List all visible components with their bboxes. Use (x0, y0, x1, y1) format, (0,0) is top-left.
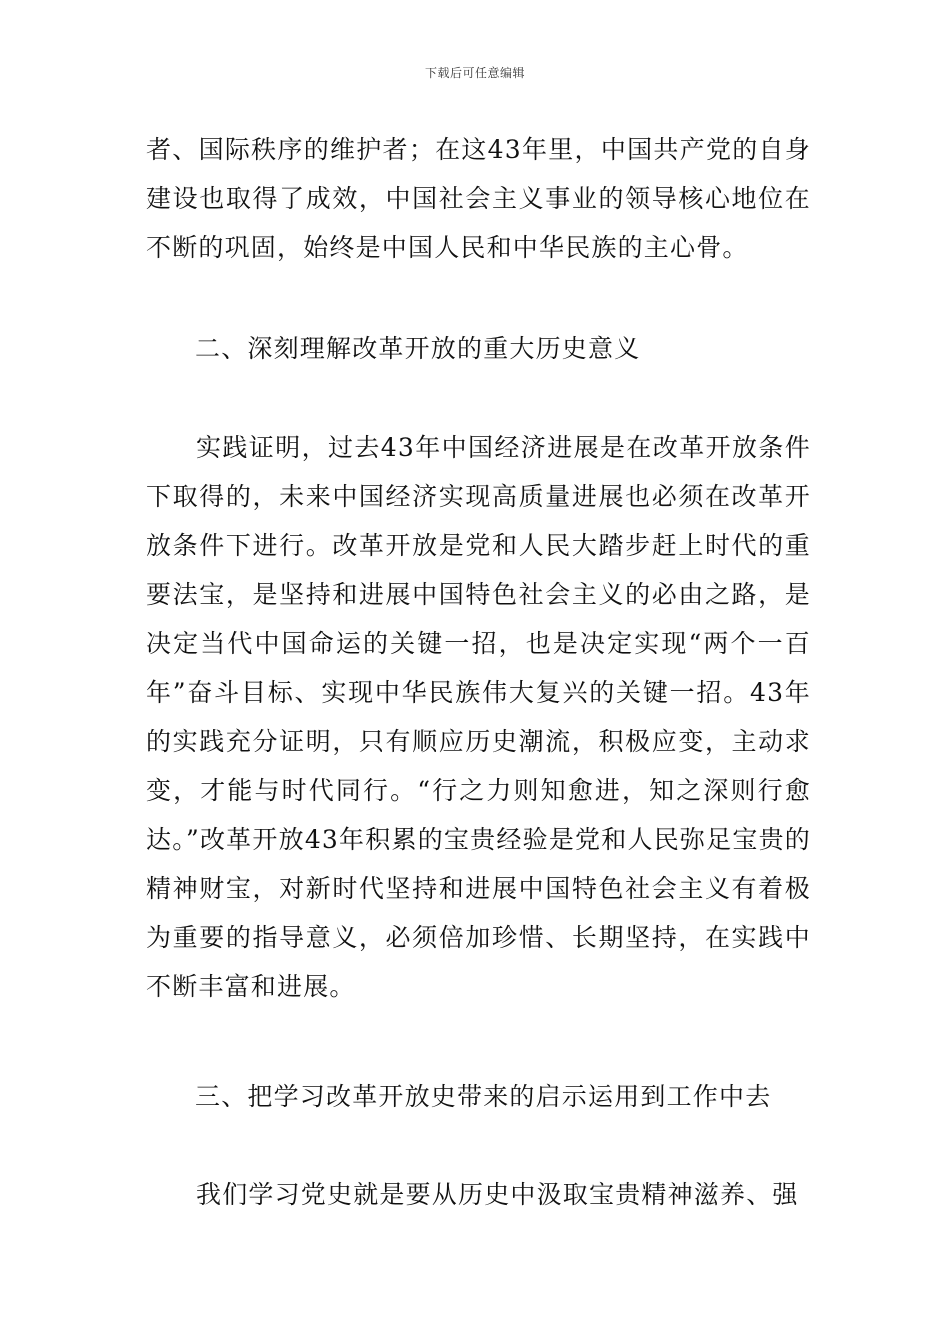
page-header: 下载后可任意编辑 (424, 66, 525, 80)
section-heading-2: 二、深刻理解改革开放的重大历史意义 (195, 334, 641, 363)
section-heading-3: 三、把学习改革开放史带来的启示运用到工作中去 (195, 1082, 772, 1111)
paragraph-learning-history: 我们学习党史就是要从历史中汲取宝贵精神滋养、强 (196, 1180, 799, 1209)
paragraph-continuation: 者、国际秩序的维护者；在这43年里，中国共产党的自身建设也取得了成效，中国社会主义事业的领导核心地位在不断的巩固，始终是中国人民和中华民族的主心骨。 (146, 135, 811, 262)
paragraph-reform-significance: 实践证明，过去43年中国经济进展是在改革开放条件下取得的，未来中国经济实现高质量进展也必须在改革开放条件下进行。改革开放是党和人民大踏步赶上时代的重要法宝，是坚持和进展中国特色社会主义的必由之路，是决定当代中国命运的关键一招，也是决定实现“两个一百年”奋斗目标、实现中华民族伟大复兴的关键一招。43年的实践充分证明，只有顺应历史潮流，积极应变，主动求变，才能与时代同行。“行之力则知愈进，知之深则行愈达。”改革开放43年积累的宝贵经验是党和人民弥足宝贵的精神财宝，对新时代坚持和进展中国特色社会主义有着极为重要的指导意义，必须倍加珍惜、长期坚持，在实践中不断丰富和进展。 (146, 433, 811, 1001)
